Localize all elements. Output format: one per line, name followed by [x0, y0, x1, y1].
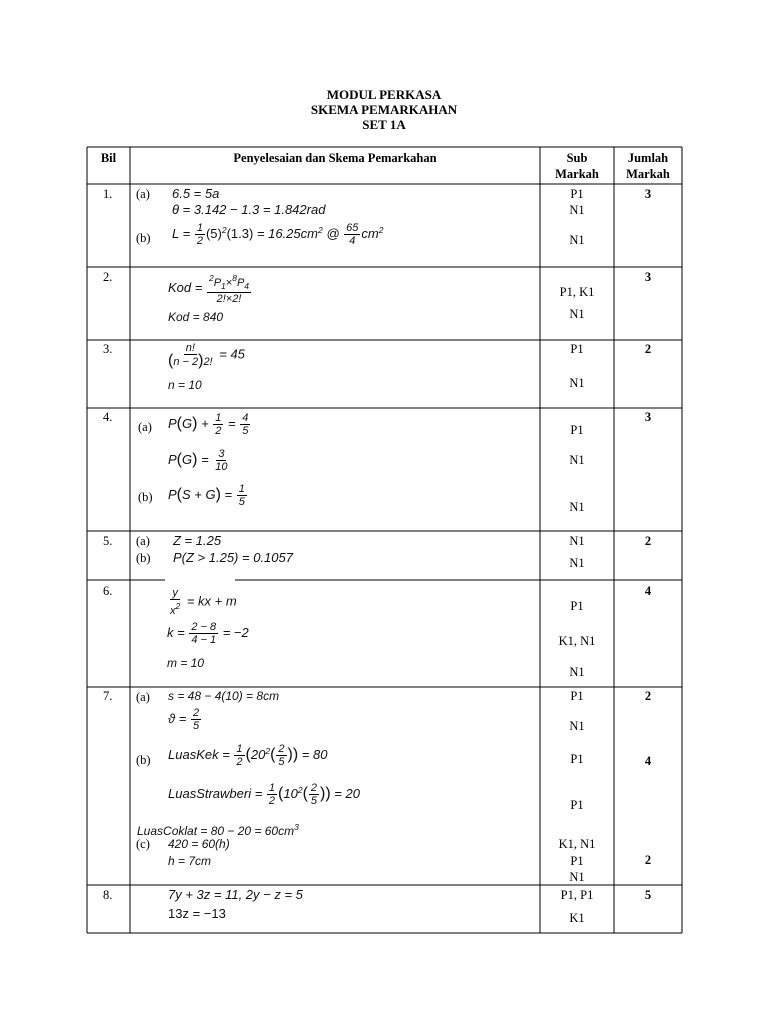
row5-part-a: (a) [136, 534, 150, 548]
row2-jumlah: 3 [644, 270, 652, 284]
row7-sub-2: N1 [569, 719, 585, 733]
row7-eq-luascoklat: LuasCoklat = $80 - 20 = 60cm^3$ [137, 822, 299, 838]
row7-jumlah-c: 2 [644, 853, 652, 867]
row4-part-a: (a) [138, 420, 152, 434]
row4-sub-3: N1 [569, 500, 585, 514]
scheme-title: SKEMA PEMARKAHAN [310, 102, 458, 117]
row5-sub-1: N1 [569, 534, 585, 548]
row7-eq-1: s = 48 − 4(10) = 8cm [168, 689, 280, 703]
row2-eq-1: Kod = $\frac{^2P_1\times^8P_4}{2!\times 2!}$ [168, 273, 250, 305]
row6-jumlah: 4 [644, 584, 652, 598]
row8-eq-2: 13z = −13 [168, 906, 226, 921]
header-penyelesaian: Penyelesaian dan Skema Pemarkahan [233, 151, 437, 165]
row3-eq-2: n = 10 [168, 378, 202, 392]
row4-sub-1: P1 [570, 423, 584, 437]
row4-eq-2: P(G) = $\frac{3}{10}$ [168, 448, 228, 473]
row5-part-b: (b) [136, 551, 151, 565]
row1-sub-2: N1 [569, 203, 585, 217]
row5-sub-2: N1 [569, 556, 585, 570]
row1-bil: 1. [103, 187, 113, 201]
row6-sub-3: N1 [569, 665, 585, 679]
row8-eq-1: 7y + 3z = 11, 2y − z = 5 [168, 887, 303, 902]
row7-part-c: (c) [136, 837, 150, 851]
header-bil: Bil [100, 151, 117, 165]
row6-sub-2: K1, N1 [558, 634, 596, 648]
row7-sub-6: P1 [570, 854, 584, 868]
row1-eq-2: θ = 3.142 − 1.3 = 1.842rad [172, 202, 326, 217]
row2-sub-1: P1, K1 [559, 285, 595, 299]
row4-bil: 4. [103, 410, 113, 424]
row7-eq-5: 420 = 60(h) [168, 837, 230, 851]
row7-sub-3: P1 [570, 752, 584, 766]
header-jumlah-markah-1: Jumlah [627, 151, 669, 165]
row6-eq-2: k = $\frac{2 - 8}{4 - 1}$ = −2 [167, 621, 249, 646]
row7-eq-2: ϑ = $\frac{2}{5}$ [168, 707, 200, 732]
row5-bil: 5. [103, 534, 113, 548]
row6-eq-3: m = 10 [167, 656, 205, 670]
row7-eq-6: h = 7cm [168, 854, 212, 868]
row5-eq-2: P(Z > 1.25) = 0.1057 [173, 550, 293, 565]
row7-eq-4: LuasStrawberi = $\frac{1}{2}$ ($10^2$( $\frac{2}{5}$ )) = 20 [168, 782, 360, 807]
row1-eq-1: 6.5 = 5a [172, 186, 220, 201]
row1-part-b: (b) [136, 231, 151, 245]
module-title: MODUL PERKASA [326, 87, 442, 102]
row8-sub-1: P1, P1 [560, 888, 594, 902]
row4-sub-2: N1 [569, 453, 585, 467]
row1-jumlah: 3 [644, 187, 652, 201]
row4-eq-3: P(S + G) = $\frac{1}{5}$ [168, 483, 245, 508]
row7-sub-4: P1 [570, 798, 584, 812]
row8-bil: 8. [103, 888, 113, 902]
row7-part-a: (a) [136, 690, 150, 704]
row7-sub-5: K1, N1 [558, 837, 596, 851]
row3-jumlah: 2 [644, 342, 652, 356]
row3-sub-2: N1 [569, 376, 585, 390]
row5-jumlah: 2 [644, 534, 652, 548]
row7-part-b: (b) [136, 753, 151, 767]
header-sub-markah-1: Sub [566, 151, 588, 165]
row1-part-a: (a) [136, 187, 150, 201]
row3-bil: 3. [103, 342, 113, 356]
row7-jumlah-a: 2 [644, 689, 652, 703]
row4-part-b: (b) [138, 490, 153, 504]
row4-jumlah: 3 [644, 410, 652, 424]
set-title: SET 1A [362, 117, 406, 132]
row5-eq-1: Z = 1.25 [173, 533, 222, 548]
row1-eq-3: L = $\frac{1}{2}$ $(5)^2(1.3) = 16.25cm^2$ @ $\frac{65}{4}$ $cm^2$ [172, 222, 384, 247]
row1-sub-3: N1 [569, 233, 585, 247]
row7-sub-7: N1 [569, 870, 585, 884]
row2-eq-2: Kod = 840 [168, 310, 224, 324]
row7-sub-1: P1 [570, 689, 584, 703]
row6-bil: 6. [103, 584, 113, 598]
row8-sub-2: K1 [569, 911, 585, 925]
row6-eq-1: $\frac{y}{x^2}$ = kx + m [170, 587, 237, 617]
row7-bil: 7. [103, 689, 113, 703]
row7-eq-3: LuasKek = $\frac{1}{2}$ ($20^2$( $\frac{2}{5}$ )) = 80 [168, 743, 328, 768]
row6-sub-1: P1 [570, 599, 584, 613]
row2-sub-2: N1 [569, 307, 585, 321]
row4-eq-1: P(G) + $\frac{1}{2}$ = $\frac{4}{5}$ [168, 412, 249, 437]
row8-jumlah: 5 [644, 888, 652, 902]
header-jumlah-markah-2: Markah [626, 167, 670, 181]
row2-bil: 2. [103, 270, 113, 284]
row3-eq-1: $\frac{n!}{(n - 2)2!}$ = 45 [168, 342, 245, 369]
header-sub-markah-2: Markah [555, 167, 599, 181]
row1-sub-1: P1 [570, 187, 584, 201]
row7-jumlah-b: 4 [644, 754, 652, 768]
row3-sub-1: P1 [570, 342, 584, 356]
